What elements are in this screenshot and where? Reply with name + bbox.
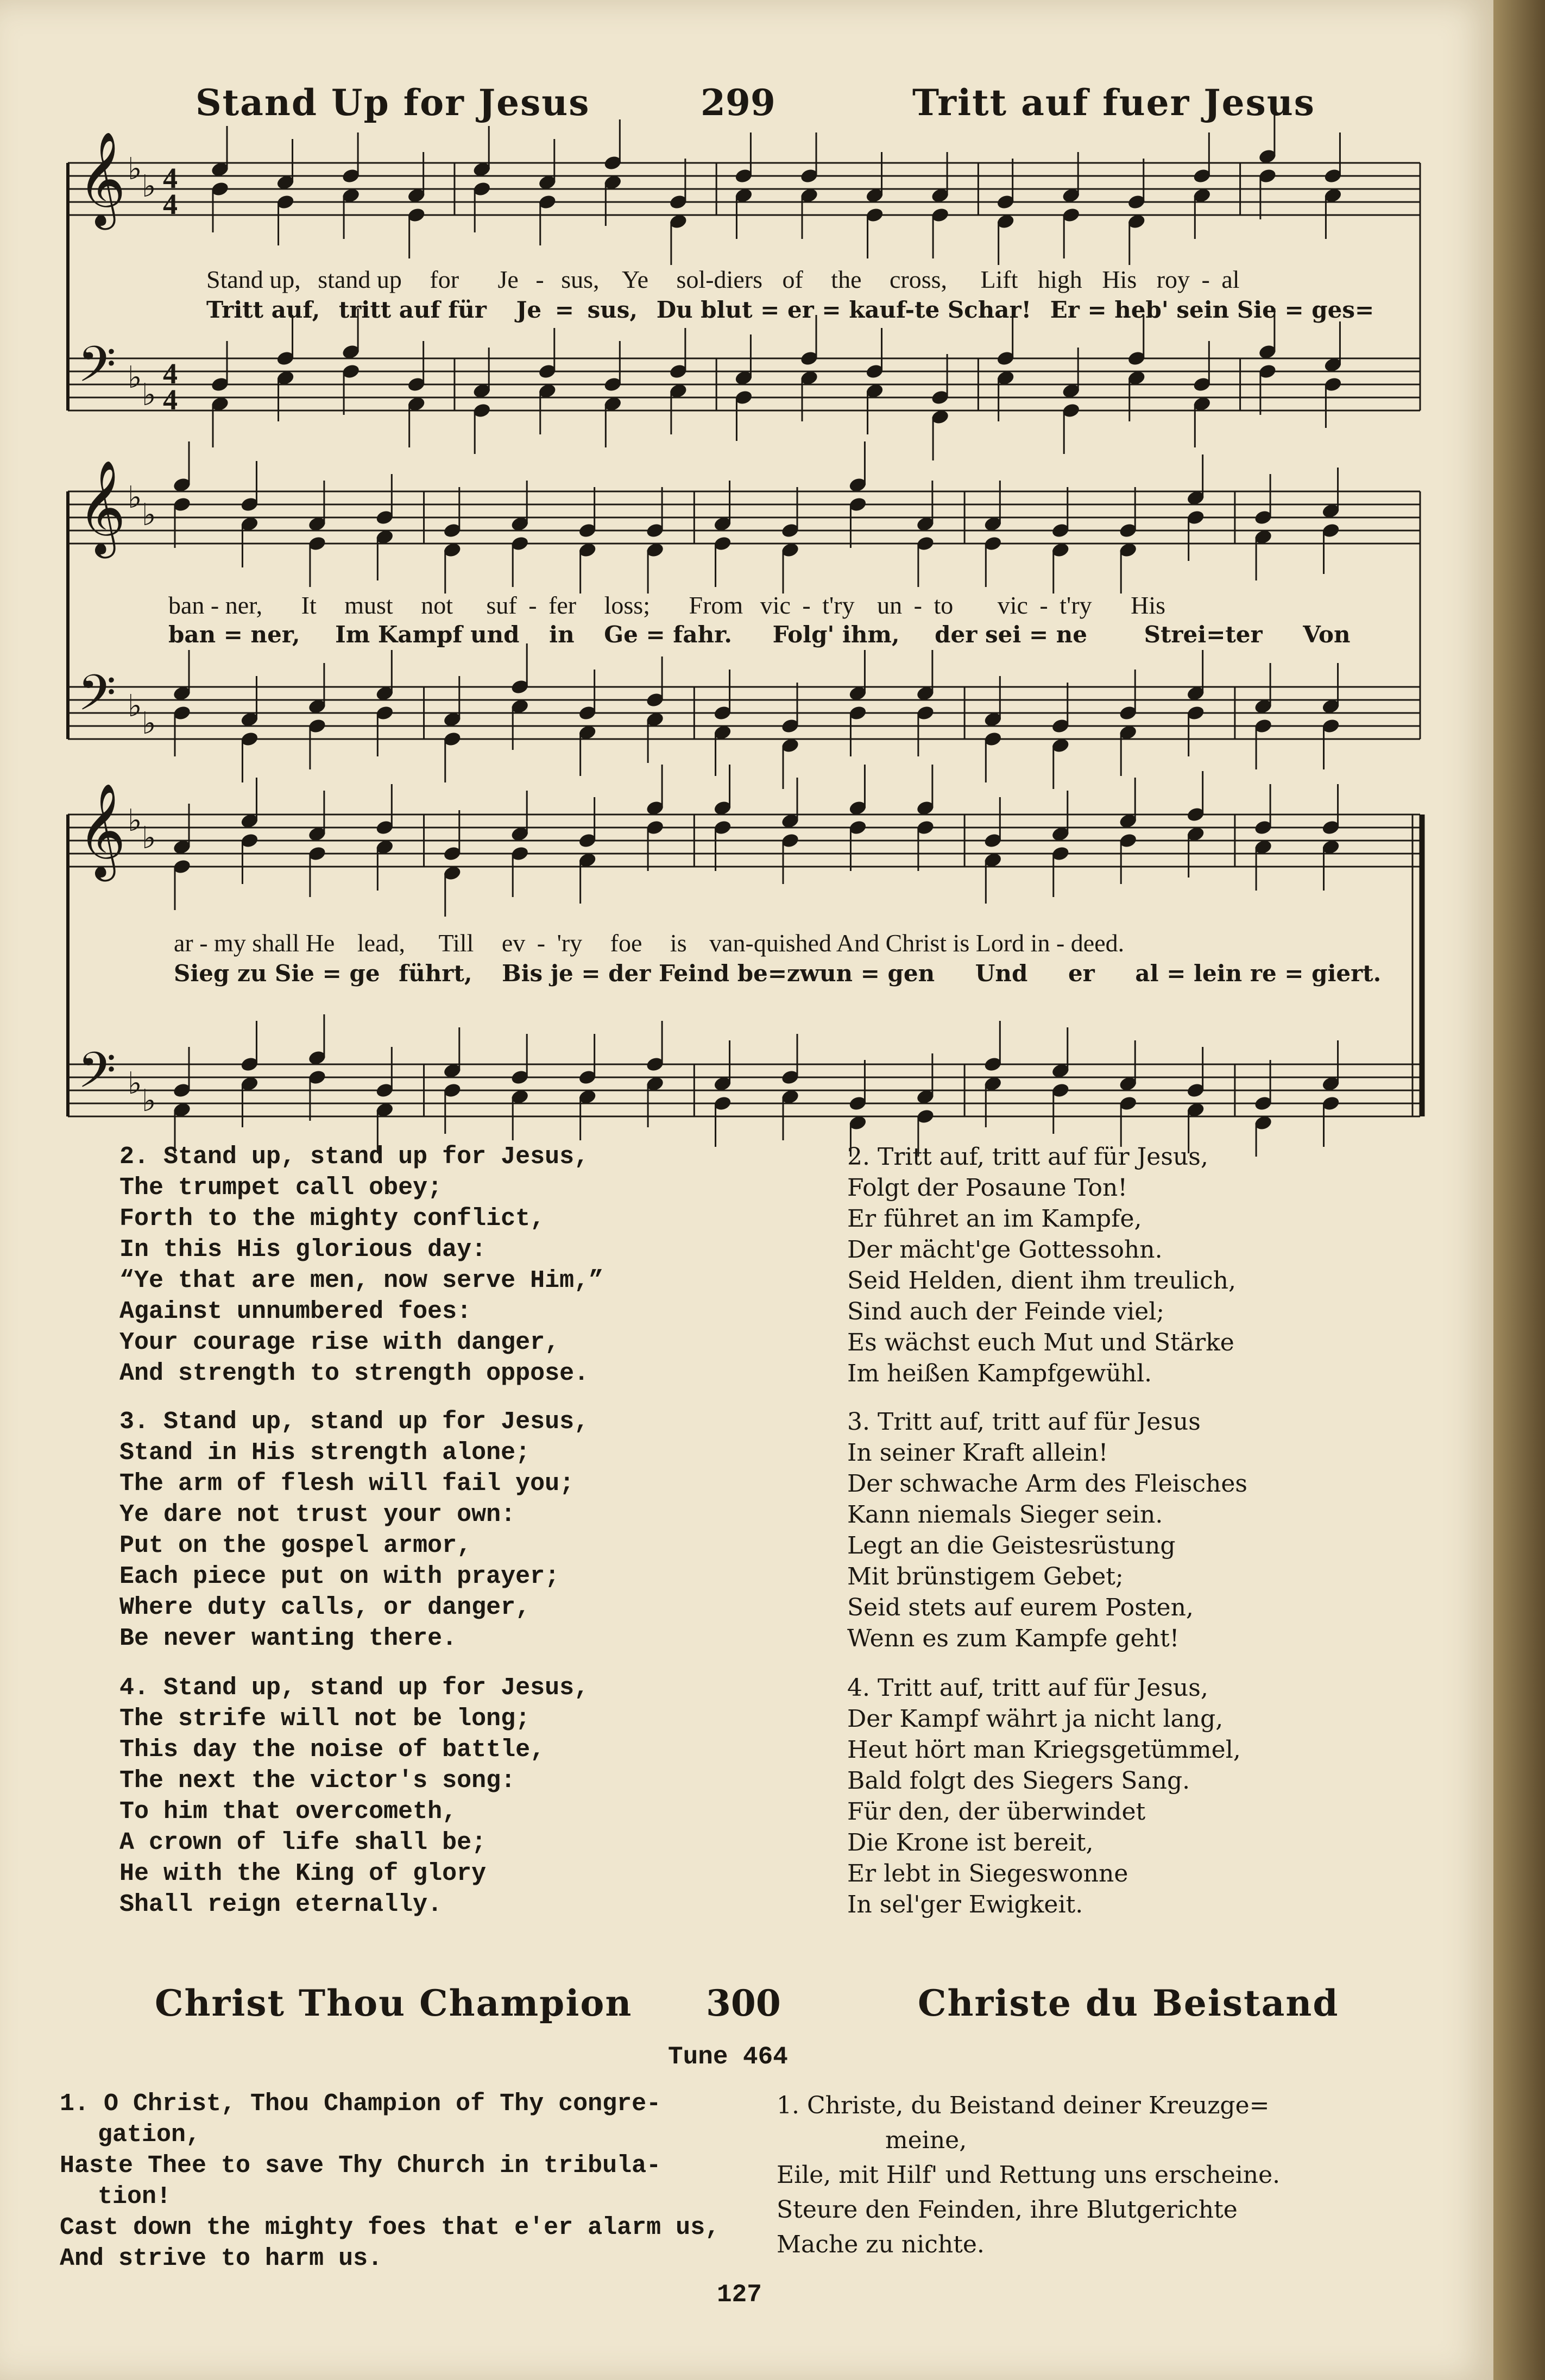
lyric-syllable: high (1038, 266, 1082, 293)
lyric-syllable: 'ry (557, 929, 583, 957)
verse-line: Wenn es zum Kampfe geht! (847, 1625, 1180, 1652)
flat-icon: ♭ (128, 1066, 142, 1101)
lyric-syllable: not (421, 591, 453, 619)
lyric-syllable: t'ry (1060, 591, 1092, 619)
lyric-syllable: fer (548, 591, 577, 619)
flat-icon: ♭ (142, 820, 156, 856)
lyric-syllable: der sei = ne (935, 621, 1088, 648)
verse-line: meine, (885, 2126, 967, 2154)
lyric-syllable: Lift (980, 266, 1018, 293)
verse-line: Er führet an im Kampfe, (847, 1205, 1142, 1233)
verse-line: Der Kampf währt ja nicht lang, (847, 1705, 1224, 1733)
time-signature: 4 (163, 383, 178, 416)
lyric-syllable: must (344, 591, 393, 619)
verse-line: Mache zu nichte. (777, 2231, 985, 2258)
lyric-syllable: tritt auf für (338, 296, 487, 323)
verse-line: Shall reign eternally. (119, 1891, 443, 1918)
time-signature: 4 (163, 162, 178, 194)
verse-2-english (119, 1141, 603, 1389)
hymn-title-english: Stand Up for Jesus (196, 81, 590, 124)
verse-line: Against unnumbered foes: (119, 1298, 472, 1325)
lyric-syllable: in (549, 621, 575, 648)
flat-icon: ♭ (128, 360, 142, 395)
verse-line: Bald folgt des Siegers Sang. (847, 1767, 1190, 1795)
verse-line: 3. Tritt auf, tritt auf für Jesus (847, 1408, 1201, 1436)
lyric-syllable: roy (1156, 266, 1190, 293)
lyric-syllable: Je (497, 266, 519, 293)
lyric-syllable: - (802, 591, 811, 619)
verse-line: Stand in His strength alone; (119, 1439, 531, 1467)
verse-line: Steure den Feinden, ihre Blutgerichte (777, 2196, 1238, 2224)
verse-line: Ye dare not trust your own: (119, 1501, 516, 1529)
lyric-syllable: lead, (357, 929, 405, 957)
verse-3-german (847, 1406, 1247, 1654)
verse-line: The strife will not be long; (119, 1705, 531, 1733)
lyric-syllable: stand up (318, 266, 402, 293)
verse-line: 1. Christe, du Beistand deiner Kreuzge= (777, 2092, 1270, 2119)
page-number: 127 (717, 2281, 762, 2309)
verse-line: He with the King of glory (119, 1860, 487, 1887)
verse-line: The arm of flesh will fail you; (119, 1470, 575, 1498)
flat-icon: ♭ (142, 377, 156, 413)
verse-line: Sind auch der Feinde viel; (847, 1298, 1165, 1325)
verse-4-english (119, 1672, 589, 1920)
lyric-syllable: vic (997, 591, 1028, 619)
verse-line: And strive to harm us. (60, 2245, 383, 2272)
lyric-syllable: - (537, 929, 546, 957)
lyric-syllable: un (877, 591, 903, 619)
lyric-syllable: t'ry (822, 591, 855, 619)
hymn-300-verse-english (60, 2088, 720, 2274)
lyric-syllable: Ye (622, 266, 649, 293)
verse-line: The next the victor's song: (119, 1767, 516, 1795)
verse-3-english (119, 1406, 589, 1654)
verse-line: 4. Stand up, stand up for Jesus, (119, 1674, 589, 1702)
bass-clef-icon: 𝄢 (78, 336, 116, 405)
hymn-number: 300 (706, 1982, 781, 2024)
treble-clef-icon: 𝄞 (78, 131, 126, 226)
verse-line: A crown of life shall be; (119, 1829, 487, 1857)
lyric-syllable: Von (1303, 621, 1351, 648)
lyric-syllable: ban - ner, (168, 591, 263, 619)
verse-line: Heut hört man Kriegsgetümmel, (847, 1736, 1241, 1764)
system-2-lyrics-german (168, 621, 1351, 648)
verse-line: tion! (98, 2183, 172, 2211)
verse-line: Es wächst euch Mut und Stärke (847, 1329, 1234, 1356)
lyric-syllable: sus, (587, 296, 638, 323)
flat-icon: ♭ (142, 169, 156, 204)
flat-icon: ♭ (128, 151, 142, 187)
hymn-title-english: Christ Thou Champion (155, 1982, 633, 2024)
flat-icon: ♭ (128, 689, 142, 724)
verse-line: Seid stets auf eurem Posten, (847, 1594, 1194, 1621)
lyric-syllable: is (670, 929, 687, 957)
lyric-syllable: ev (501, 929, 526, 957)
lyric-syllable: From (689, 591, 743, 619)
system-2-lyrics-english (168, 591, 1165, 620)
verse-line: Seid Helden, dient ihm treulich, (847, 1267, 1237, 1295)
time-signature: 4 (163, 188, 178, 220)
verse-line: 2. Tritt auf, tritt auf für Jesus, (847, 1143, 1208, 1171)
verse-line: Your courage rise with danger, (119, 1329, 560, 1356)
verse-line: Im heißen Kampfgewühl. (847, 1360, 1152, 1387)
lyric-syllable: - (913, 591, 922, 619)
verse-line: In this His glorious day: (119, 1236, 487, 1264)
time-signature: 4 (163, 357, 178, 390)
verse-line: Der schwache Arm des Fleisches (847, 1470, 1247, 1498)
lyric-syllable: Du blut = er = kauf-te Schar! (656, 296, 1032, 323)
lyric-syllable: - (528, 591, 537, 619)
verse-line: 3. Stand up, stand up for Jesus, (119, 1408, 589, 1436)
verse-line: Each piece put on with prayer; (119, 1563, 560, 1590)
lyric-syllable: - (1039, 591, 1048, 619)
lyric-syllable: Je (516, 296, 542, 323)
bass-clef-icon: 𝄢 (78, 1041, 116, 1111)
treble-clef-icon: 𝄞 (78, 783, 126, 877)
lyric-syllable: His (1102, 266, 1137, 293)
lyric-syllable: vic (760, 591, 791, 619)
verse-line: 1. O Christ, Thou Champion of Thy congre- (60, 2090, 661, 2118)
hymn-title-german: Christe du Beistand (918, 1982, 1339, 2024)
verse-line: “Ye that are men, now serve Him,” (119, 1267, 604, 1295)
lyric-syllable: Und (975, 960, 1028, 987)
verse-line: Forth to the mighty conflict, (119, 1205, 545, 1233)
verse-line: Put on the gospel armor, (119, 1532, 472, 1560)
lyric-syllable: Tritt auf, (206, 296, 320, 323)
lyric-syllable: Stand up, (206, 266, 301, 293)
hymn-title-german: Tritt auf fuer Jesus (912, 81, 1315, 124)
lyric-syllable: foe (610, 929, 642, 957)
hymn-300-verse-german (777, 2088, 1280, 2262)
verse-4-german (847, 1672, 1241, 1920)
verse-line: Für den, der überwindet (847, 1798, 1146, 1826)
lyric-syllable: Sieg zu Sie = ge (174, 960, 380, 987)
bass-clef-icon: 𝄢 (78, 664, 116, 734)
lyric-syllable: er (1068, 960, 1095, 987)
hymn-number: 299 (701, 81, 775, 124)
verse-line: This day the noise of battle, (119, 1736, 545, 1764)
lyric-syllable: van-quished And Christ is Lord in - deed. (709, 929, 1125, 957)
verse-line: Die Krone ist bereit, (847, 1829, 1094, 1857)
verse-line: Haste Thee to save Thy Church in tribula- (60, 2152, 661, 2180)
flat-icon: ♭ (142, 497, 156, 533)
lyric-syllable: loss; (604, 591, 650, 619)
lyric-syllable: of (782, 266, 803, 293)
flat-icon: ♭ (142, 1083, 156, 1119)
lyric-syllable: ar - my shall He (174, 929, 335, 957)
lyric-syllable: al = lein re = giert. (1135, 960, 1382, 987)
lyric-syllable: Strei=ter (1144, 621, 1263, 648)
verse-line: In seiner Kraft allein! (847, 1439, 1108, 1467)
flat-icon: ♭ (128, 803, 142, 838)
verse-line: And strength to strength oppose. (119, 1360, 589, 1387)
verse-2-german (847, 1141, 1236, 1389)
flat-icon: ♭ (128, 480, 142, 515)
verse-line: To him that overcometh, (119, 1798, 457, 1826)
verse-line: Cast down the mighty foes that e'er alarm us, (60, 2214, 720, 2242)
lyric-syllable: sol-diers (676, 266, 762, 293)
lyric-syllable: the (831, 266, 862, 293)
system-3-lyrics-english (174, 929, 1124, 957)
lyric-syllable: for (430, 266, 459, 293)
tune-reference: Tune 464 (668, 2043, 788, 2071)
lyric-syllable: Till (438, 929, 474, 957)
system-1-lyrics-english (206, 265, 1240, 294)
verse-line: Mit brünstigem Gebet; (847, 1563, 1124, 1590)
verse-line: Der mächt'ge Gottessohn. (847, 1236, 1163, 1264)
verse-line: 2. Stand up, stand up for Jesus, (119, 1143, 589, 1171)
lyric-syllable: to (934, 591, 954, 619)
system-3-lyrics-german (174, 960, 1381, 987)
verse-line: gation, (98, 2121, 201, 2149)
lyric-syllable: His (1131, 591, 1166, 619)
lyric-syllable: al (1221, 266, 1240, 293)
lyric-syllable: - (1201, 266, 1210, 293)
verse-line: Be never wanting there. (119, 1625, 457, 1652)
verse-line: Eile, mit Hilf' und Rettung uns erscheine. (777, 2161, 1281, 2189)
verse-line: 4. Tritt auf, tritt auf für Jesus, (847, 1674, 1208, 1702)
system-1-lyrics-german (206, 296, 1374, 323)
verse-line: Legt an die Geistesrüstung (847, 1532, 1176, 1560)
lyric-syllable: It (301, 591, 317, 619)
lyric-syllable: ban = ner, (168, 621, 300, 648)
lyric-syllable: führt, (399, 960, 472, 987)
verse-line: Er lebt in Siegeswonne (847, 1860, 1128, 1887)
flat-icon: ♭ (142, 706, 156, 741)
verse-line: Folgt der Posaune Ton! (847, 1174, 1128, 1202)
lyric-syllable: Im Kampf und (335, 621, 520, 648)
lyric-syllable: - (535, 266, 544, 293)
lyric-syllable: cross, (890, 266, 948, 293)
verse-line: In sel'ger Ewigkeit. (847, 1891, 1083, 1918)
lyric-syllable: Bis je = der Feind be=zwun = gen (502, 960, 935, 987)
lyric-syllable: sus, (561, 266, 600, 293)
lyric-syllable: Er = heb' sein Sie = ges= (1050, 296, 1374, 323)
lyric-syllable: suf (486, 591, 517, 619)
book-spine (1493, 0, 1545, 2380)
verse-line: The trumpet call obey; (119, 1174, 443, 1202)
treble-clef-icon: 𝄞 (78, 460, 126, 554)
lyric-syllable: Folg' ihm, (772, 621, 900, 648)
lyric-syllable: = (554, 296, 574, 323)
lyric-syllable: Ge = fahr. (604, 621, 733, 648)
verse-line: Where duty calls, or danger, (119, 1594, 531, 1621)
verse-line: Kann niemals Sieger sein. (847, 1501, 1163, 1529)
